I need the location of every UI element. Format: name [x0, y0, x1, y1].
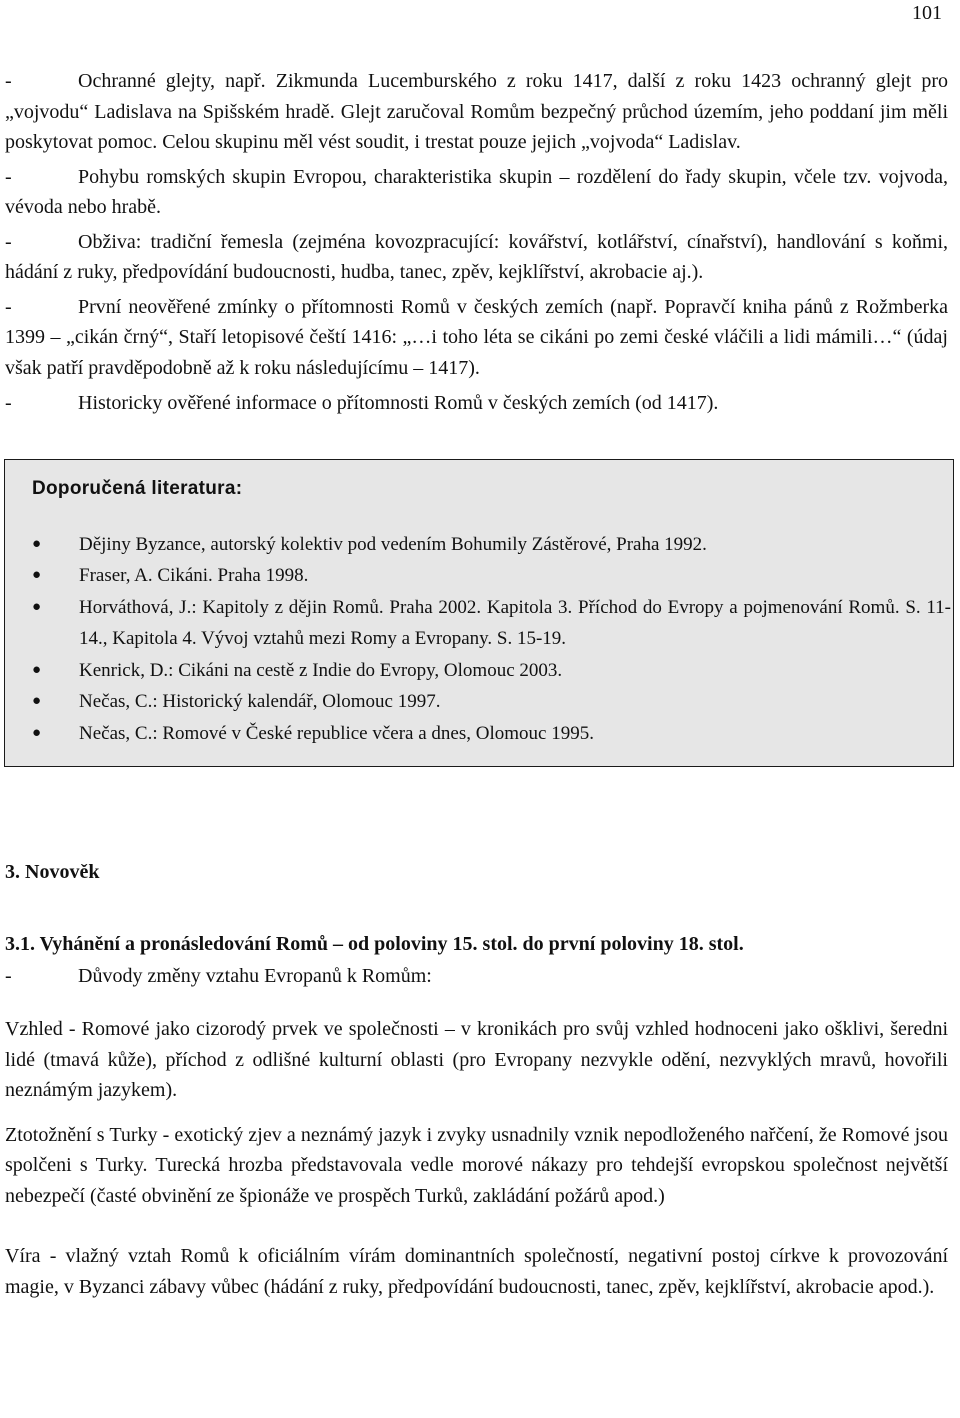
literature-list: [32, 529, 951, 750]
body-paragraph: Víra - vlažný vztah Romů k oficiálním vírám dominantních společností, negativní postoj církve k provozování magie, v Byzanci zábavy vůbec (hádání z ruky, předpovídání budoucnosti, tanec, zpěv, kejklířství, akrobacie apod.).: [5, 1245, 948, 1298]
literature-entry: [32, 655, 951, 687]
literature-entry: [32, 686, 951, 718]
page-content: [5, 66, 951, 1302]
list-item: [5, 227, 948, 288]
bullet-icon: ●: [32, 598, 42, 615]
body-paragraph: Ztotožnění s Turky - exotický zjev a neznámý jazyk i zvyky usnadnily vznik nepodloženého nařčení, že Romové jsou spolčeni s Turky. Turecká hrozba představovala vedle morové nákazy pro tehdejší evropskou společnost největší nebezpečí (časté obvinění ze špionáže ve prospěch Turků, zakládání požárů apod.): [5, 1123, 948, 1207]
literature-entry-text: Kenrick, D.: Cikáni na cestě z Indie do Evropy, Olomouc 2003.: [79, 659, 563, 681]
list-item: [5, 388, 948, 419]
literature-entry-text: Nečas, C.: Romové v České republice včera a dnes, Olomouc 1995.: [79, 722, 594, 744]
dash-marker: -: [5, 165, 12, 188]
section-heading: 3. Novověk: [5, 860, 100, 883]
bullet-icon: ●: [32, 724, 42, 741]
body-paragraph: Vzhled - Romové jako cizorodý prvek ve společnosti – v kronikách pro svůj vzhled hodnoceni jako ošklivi, šeredni lidé (tmavá kůže), příchod z odlišné kulturní oblasti (pro Evropany nezvykle odění, nezvyklých mravů, hovořili neznámým jazykem).: [5, 1018, 948, 1101]
bullet-icon: ●: [32, 567, 42, 583]
dash-marker: -: [5, 392, 12, 414]
literature-entry: [32, 592, 951, 655]
literature-entry: [32, 529, 951, 561]
list-item: [5, 162, 948, 223]
bullet-icon: ●: [32, 661, 42, 678]
literature-entry: [32, 718, 951, 750]
list-item-text: Důvody změny vztahu Evropanů k Romům:: [78, 964, 432, 987]
dash-marker: -: [5, 295, 12, 318]
literature-heading: Doporučená literatura:: [32, 477, 243, 499]
bullet-icon: ●: [32, 535, 42, 552]
list-item: [5, 292, 948, 384]
literature-entry-text: Dějiny Byzance, autorský kolektiv pod vedením Bohumily Zástěrové, Praha 1992.: [79, 533, 707, 555]
literature-entry: [32, 560, 951, 592]
dash-marker: -: [5, 230, 12, 253]
list-item-text: První neověřené zmínky o přítomnosti Romů v českých zemích (např. Popravčí kniha pánů z Rožmberka 1399 – „cikán črný“, Staří letopisové čeští 1416: „…i toho léta se cikáni po zemi české vláčili a lidi mámili…“ (údaj však patří pravděpodobně až k roku následujícímu – 1417).: [5, 295, 948, 379]
bullet-icon: ●: [32, 693, 42, 709]
literature-entry-text: Nečas, C.: Historický kalendář, Olomouc 1997.: [79, 691, 441, 712]
literature-entry-text: Horváthová, J.: Kapitoly z dějin Romů. Praha 2002. Kapitola 3. Příchod do Evropy a pojmenování Romů. S. 11-14., Kapitola 4. Vývoj vztahů mezi Romy a Evropany. S. 15-19.: [79, 596, 951, 649]
recommended-literature-box: [4, 459, 954, 767]
page-number: 101: [912, 2, 942, 24]
list-item-text: Obživa: tradiční řemesla (zejména kovozpracující: kovářství, kotlářství, cínařství), handlování s koňmi, hádání z ruky, předpovídání budoucnosti, hudba, tanec, zpěv, kejklířství, akrobacie aj.).: [5, 230, 948, 283]
list-item-text: Ochranné glejty, např. Zikmunda Lucemburského z roku 1417, další z roku 1423 ochranný glejt pro „vojvodu“ Ladislava na Spišském hradě. Glejt zaručoval Romům bezpečný průchod územím, jeho poddaní jim měli poskytovat pomoc. Celou skupinu měl vést soudit, i trestat pouze jejich „vojvoda“ Ladislav.: [5, 70, 948, 153]
list-item: [5, 66, 948, 158]
literature-entry-text: Fraser, A. Cikáni. Praha 1998.: [79, 565, 309, 586]
subsection-heading: 3.1. Vyhánění a pronásledování Romů – od poloviny 15. stol. do první poloviny 18. stol.: [5, 932, 744, 955]
list-item: [5, 961, 948, 992]
dash-marker: -: [5, 70, 12, 92]
list-item-text: Historicky ověřené informace o přítomnosti Romů v českých zemích (od 1417).: [78, 392, 719, 414]
list-item-text: Pohybu romských skupin Evropou, charakteristika skupin – rozdělení do řady skupin, včele tzv. vojvoda, vévoda nebo hrabě.: [5, 165, 948, 218]
dash-marker: -: [5, 964, 12, 987]
